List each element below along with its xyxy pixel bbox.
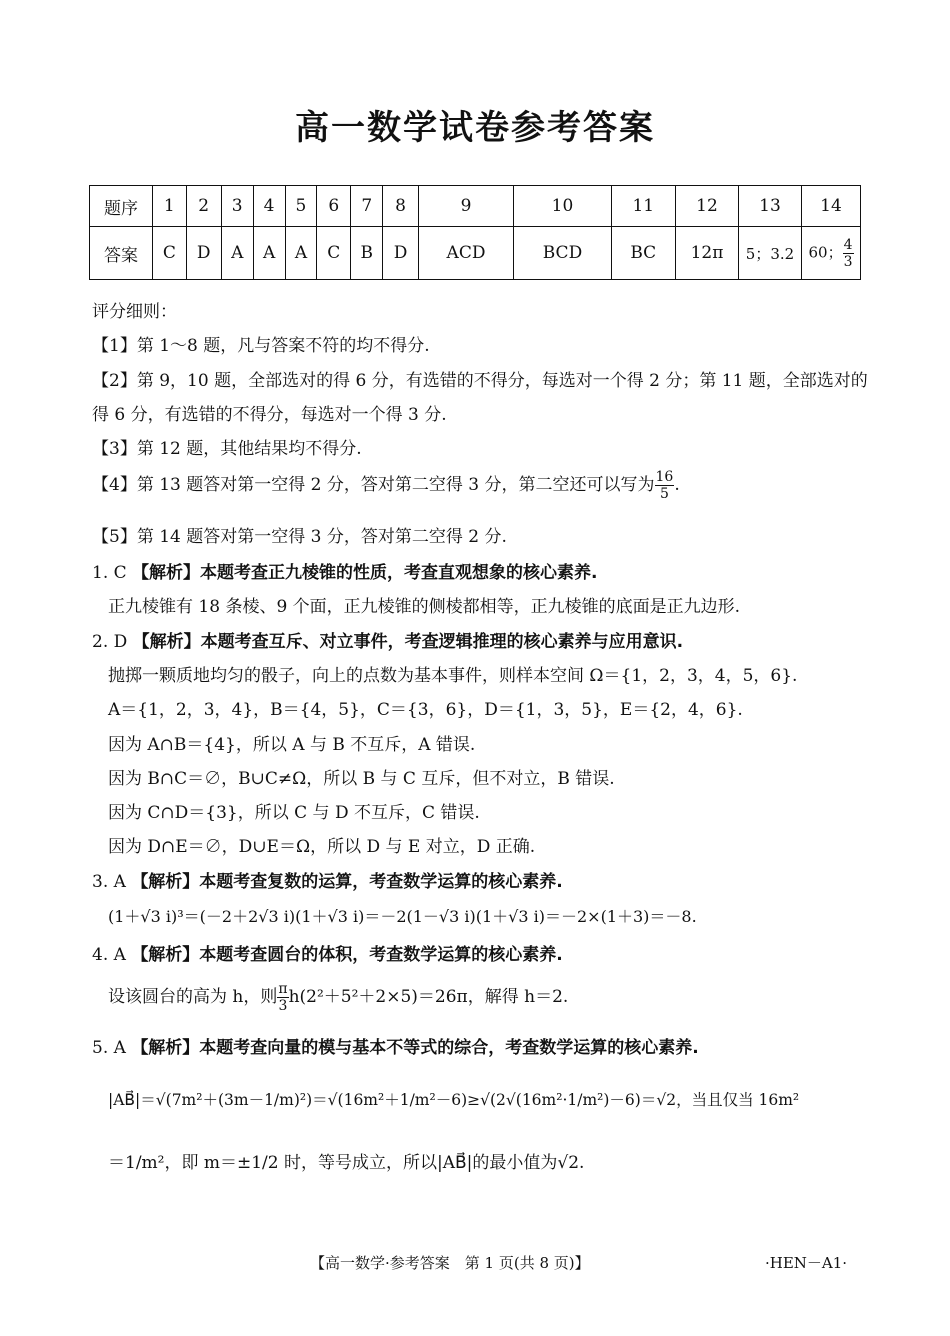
table-cell: C (317, 227, 351, 280)
table-cell: 10 (514, 186, 611, 227)
grading-rule-2a: 【2】第 9，10 题，全部选对的得 6 分，有选错的不得分，每选对一个得 2 分；第 11 题，全部选对的 (92, 371, 868, 391)
table-cell: ACD (418, 227, 514, 280)
grading-rule-4 (92, 470, 680, 501)
table-cell: 13 (739, 186, 802, 227)
analysis-tag: 【解析】本题考查圆台的体积，考查数学运算的核心素养. (131, 945, 563, 965)
table-cell: B (351, 227, 383, 280)
analysis-tag: 【解析】本题考查互斥、对立事件，考查逻辑推理的核心素养与应用意识. (132, 632, 684, 652)
table-cell: D (186, 227, 221, 280)
table-cell: C (153, 227, 187, 280)
table-cell: A (285, 227, 317, 280)
question-number: 3. A (92, 872, 132, 892)
answer-table (89, 185, 861, 280)
question-4-heading (92, 940, 563, 965)
table-cell: 7 (351, 186, 383, 227)
grading-heading: 评分细则： (92, 302, 177, 322)
table-cell: BCD (514, 227, 611, 280)
question-number: 4. A (92, 945, 132, 965)
table-cell (802, 227, 861, 280)
question-5-heading (92, 1033, 699, 1058)
fraction (843, 238, 854, 269)
analysis-tag: 【解析】本题考查复数的运算，考查数学运算的核心素养. (131, 872, 563, 892)
grading-rule-4-text: 【4】第 13 题答对第一空得 2 分，答对第二空得 3 分，第二空还可以写为 (92, 475, 655, 495)
table-row-answers (90, 227, 861, 280)
table-cell: 3 (221, 186, 253, 227)
answer-14-text: 60； (808, 243, 843, 261)
page-title: 高一数学试卷参考答案 (295, 108, 655, 148)
table-cell: 12π (676, 227, 739, 280)
table-cell: 5；3.2 (739, 227, 802, 280)
fraction-denominator: 3 (843, 253, 853, 270)
table-cell: A (221, 227, 253, 280)
question-2-line-6: 因为 D∩E＝∅，D∪E＝Ω，所以 D 与 E 对立，D 正确. (108, 837, 536, 857)
question-3-heading (92, 867, 563, 892)
question-1-line-1: 正九棱锥有 18 条棱、9 个面，正九棱锥的侧棱都相等，正九棱锥的底面是正九边形. (108, 597, 741, 617)
grading-rule-1: 【1】第 1～8 题，凡与答案不符的均不得分. (92, 336, 430, 356)
analysis-tag: 【解析】本题考查正九棱锥的性质，考查直观想象的核心素养. (132, 563, 598, 583)
fraction-numerator: 16 (655, 469, 674, 485)
question-2-line-3: 因为 A∩B＝{4}，所以 A 与 B 不互斥，A 错误. (108, 735, 476, 755)
table-cell: A (253, 227, 285, 280)
question-2-line-2: A＝{1，2，3，4}，B＝{4，5}，C＝{3，6}，D＝{1，3，5}，E＝{2，4，6}. (108, 700, 743, 720)
table-cell: 5 (285, 186, 317, 227)
footer-page-info: 【高一数学·参考答案 第 1 页(共 8 页)】 (310, 1254, 590, 1272)
fraction-denominator: 3 (278, 998, 288, 1014)
table-cell: 1 (153, 186, 187, 227)
fraction (655, 470, 675, 501)
question-number: 1. C (92, 563, 133, 583)
grading-rule-2b: 得 6 分，有选错的不得分，每选对一个得 3 分. (92, 405, 447, 425)
table-cell: 14 (802, 186, 861, 227)
fraction (277, 982, 288, 1013)
question-2-line-5: 因为 C∩D＝{3}，所以 C 与 D 不互斥，C 错误. (108, 803, 480, 823)
question-5-line-2: ＝1/m²，即 m＝±1/2 时，等号成立，所以|AB⃗|的最小值为√2. (108, 1153, 585, 1173)
table-cell: 4 (253, 186, 285, 227)
grading-rule-5: 【5】第 14 题答对第一空得 3 分，答对第二空得 2 分. (92, 527, 507, 547)
table-header-cell: 答案 (90, 227, 153, 280)
question-2-line-1: 抛掷一颗质地均匀的骰子，向上的点数为基本事件，则样本空间 Ω＝{1，2，3，4，5，6}. (108, 666, 798, 686)
table-cell: BC (611, 227, 675, 280)
table-cell: 11 (611, 186, 675, 227)
grading-rule-3: 【3】第 12 题，其他结果均不得分. (92, 439, 362, 459)
question-2-line-4: 因为 B∩C＝∅，B∪C≠Ω，所以 B 与 C 互斥，但不对立，B 错误. (108, 769, 615, 789)
table-cell: 2 (186, 186, 221, 227)
analysis-tag: 【解析】本题考查向量的模与基本不等式的综合，考查数学运算的核心素养. (131, 1038, 699, 1058)
table-header-cell: 题序 (90, 186, 153, 227)
question-2-heading (92, 627, 683, 652)
question-5-line-1: |AB⃗|＝√(7m²＋(3m－1/m)²)＝√(16m²＋1/m²－6)≥√(2√(16m²·1/m²)－6)＝√2，当且仅当 16m² (108, 1091, 800, 1109)
question-4-text-b: h(2²＋5²＋2×5)＝26π，解得 h＝2. (288, 987, 569, 1007)
question-4-text-a: 设该圆台的高为 h，则 (108, 987, 278, 1007)
question-3-line-1: (1＋√3 i)³＝(－2＋2√3 i)(1＋√3 i)＝－2(1－√3 i)(1＋√3 i)＝－2×(1＋3)＝－8. (108, 907, 697, 926)
table-cell: 6 (317, 186, 351, 227)
footer-code: ·HEN－A1· (765, 1254, 848, 1272)
fraction-denominator: 5 (659, 486, 669, 502)
question-number: 5. A (92, 1038, 132, 1058)
fraction-numerator: π (278, 981, 288, 997)
table-cell: 8 (383, 186, 418, 227)
fraction-numerator: 4 (843, 236, 853, 253)
question-4-line-1 (108, 982, 568, 1013)
table-cell: 9 (418, 186, 514, 227)
table-cell: 12 (676, 186, 739, 227)
question-1-heading (92, 558, 598, 583)
table-row-numbers (90, 186, 861, 227)
question-number: 2. D (92, 632, 133, 652)
table-cell: D (383, 227, 418, 280)
grading-rule-4-end: . (674, 475, 680, 495)
